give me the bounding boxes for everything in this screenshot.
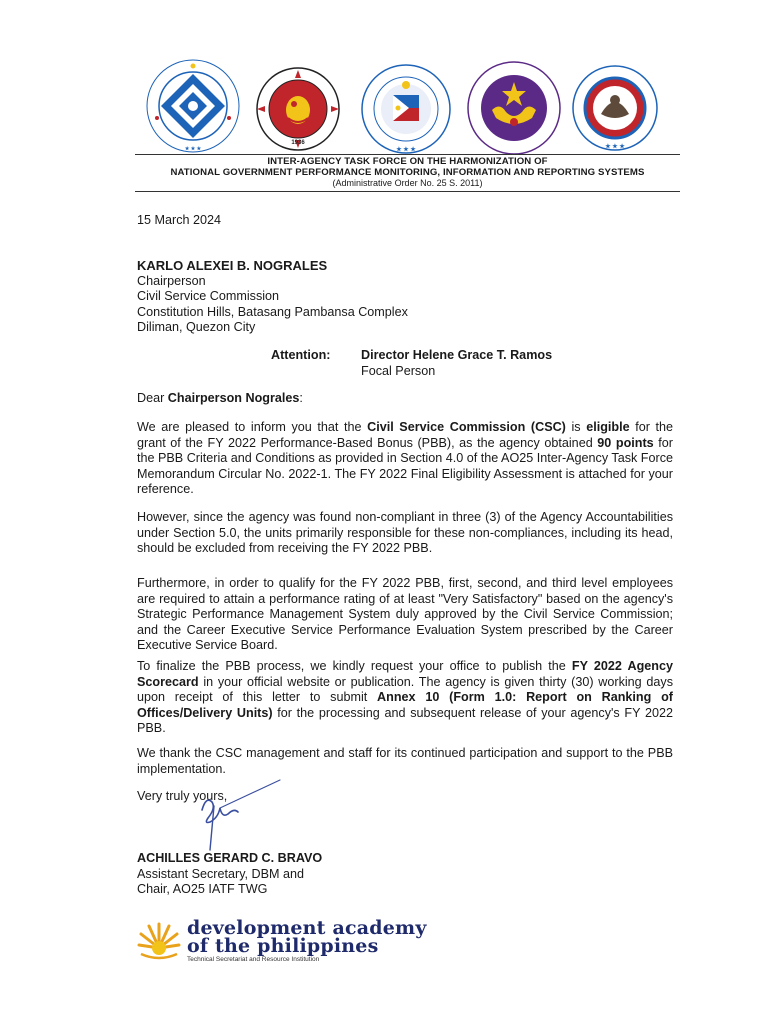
signer-title-1: Assistant Secretary, DBM and <box>137 866 305 881</box>
p1-agency-name: Civil Service Commission (CSC) <box>367 420 566 434</box>
svg-text:★ ★ ★: ★ ★ ★ <box>605 144 625 150</box>
dap-name-line-1: development academy <box>187 917 427 939</box>
seal-2-logo <box>248 66 348 152</box>
recipient-address-1: Constitution Hills, Batasang Pambansa Complex <box>137 304 408 319</box>
p1-points: 90 points <box>597 435 654 450</box>
closing-line: Very truly yours, <box>137 789 228 803</box>
p4-scorecard: FY 2022 Agency Scorecard <box>137 659 674 689</box>
body-paragraph-1 <box>137 420 673 498</box>
attention-block <box>271 348 553 378</box>
body-paragraph-3: Furthermore, in order to qualify for the FY 2022 PBB, first, second, and third level employees are required to attain a performance rating of at least "Very Satisfactory" based on the agency's Strategic Performance Management System duly approved by the Civil Service Commission; and the Career Executive Service Performance Evaluation System prescribed by the Career Executive Service Board. <box>137 576 673 653</box>
dap-footer <box>137 918 437 968</box>
salutation-name: Chairperson Nograles <box>167 391 300 405</box>
p1-text-e: for the grant of the FY 2022 Performance-Based Bonus (PBB), as the agency obtained <box>137 420 674 450</box>
seal-4-logo <box>466 60 562 156</box>
svg-text:1936: 1936 <box>291 140 305 146</box>
attention-role: Focal Person <box>361 363 436 378</box>
body-paragraph-4 <box>137 659 673 737</box>
p1-text-g: for the PBB Criteria and Conditions as provided in Section 4.0 of the AO25 Inter-Agency Task Force Memorandum Circular No. 2022-1. The FY 2022 Final Eligibility Assessment is attached for your reference. <box>137 435 673 497</box>
seal-3-logo <box>357 63 455 155</box>
p4-text-a: To finalize the PBB process, we kindly request your office to publish the <box>137 659 572 673</box>
body-paragraph-2: However, since the agency was found non-compliant in three (3) of the Agency Accountabilities under Section 5.0, the units primarily responsible for these non-compliances, including its head, should be excluded from receiving the FY 2022 PBB. <box>137 510 673 556</box>
salutation-pre: Dear <box>137 391 168 405</box>
svg-text:★ ★ ★: ★ ★ ★ <box>184 146 202 152</box>
attention-name: Director Helene Grace T. Ramos <box>361 348 553 362</box>
dap-subtitle: Technical Secretariat and Resource Institution <box>187 956 320 963</box>
p1-text-a: We are pleased to inform you that the <box>137 420 368 434</box>
seal-1-logo <box>145 58 241 154</box>
masthead-rule-bottom <box>135 191 680 192</box>
recipient-address-block <box>137 258 673 336</box>
p4-annex: Annex 10 (Form 1.0: Report on Ranking of Offices/Delivery Units) <box>137 690 673 720</box>
signer-title-2: Chair, AO25 IATF TWG <box>137 882 268 897</box>
masthead-line-1: INTER-AGENCY TASK FORCE ON THE HARMONIZATION OF <box>267 156 548 167</box>
p4-text-c: in your official website or publication. The agency is given thirty (30) working days upon receipt of this letter to submit <box>137 674 673 705</box>
recipient-org: Civil Service Commission <box>137 289 280 304</box>
salutation-post: : <box>299 391 303 405</box>
p4-text-e: for the processing and subsequent release of your agency's FY 2022 PBB. <box>137 705 673 736</box>
letterhead-masthead <box>135 154 680 192</box>
svg-text:★ ★ ★: ★ ★ ★ <box>396 147 416 153</box>
body-paragraph-5: We thank the CSC management and staff for its continued participation and support to the PBB implementation. <box>137 746 673 776</box>
masthead-line-3: (Administrative Order No. 25 S. 2011) <box>332 178 483 188</box>
recipient-address-2: Diliman, Quezon City <box>137 320 256 335</box>
recipient-title: Chairperson <box>137 273 206 288</box>
masthead-line-2: NATIONAL GOVERNMENT PERFORMANCE MONITORING, INFORMATION AND REPORTING SYSTEMS <box>170 167 645 178</box>
p1-text-c: is <box>565 420 587 434</box>
signer-block <box>137 851 673 898</box>
masthead-rule-top <box>135 154 680 155</box>
dap-sunburst-icon <box>137 918 181 967</box>
recipient-name: KARLO ALEXEI B. NOGRALES <box>137 258 328 273</box>
p1-eligible: eligible <box>586 420 630 434</box>
signer-name: ACHILLES GERARD C. BRAVO <box>137 851 323 865</box>
dap-name-line-2: of the philippines <box>187 935 379 957</box>
salutation <box>137 391 673 407</box>
seal-5-logo <box>567 64 663 152</box>
attention-label: Attention: <box>271 348 331 362</box>
letter-date: 15 March 2024 <box>137 213 222 227</box>
